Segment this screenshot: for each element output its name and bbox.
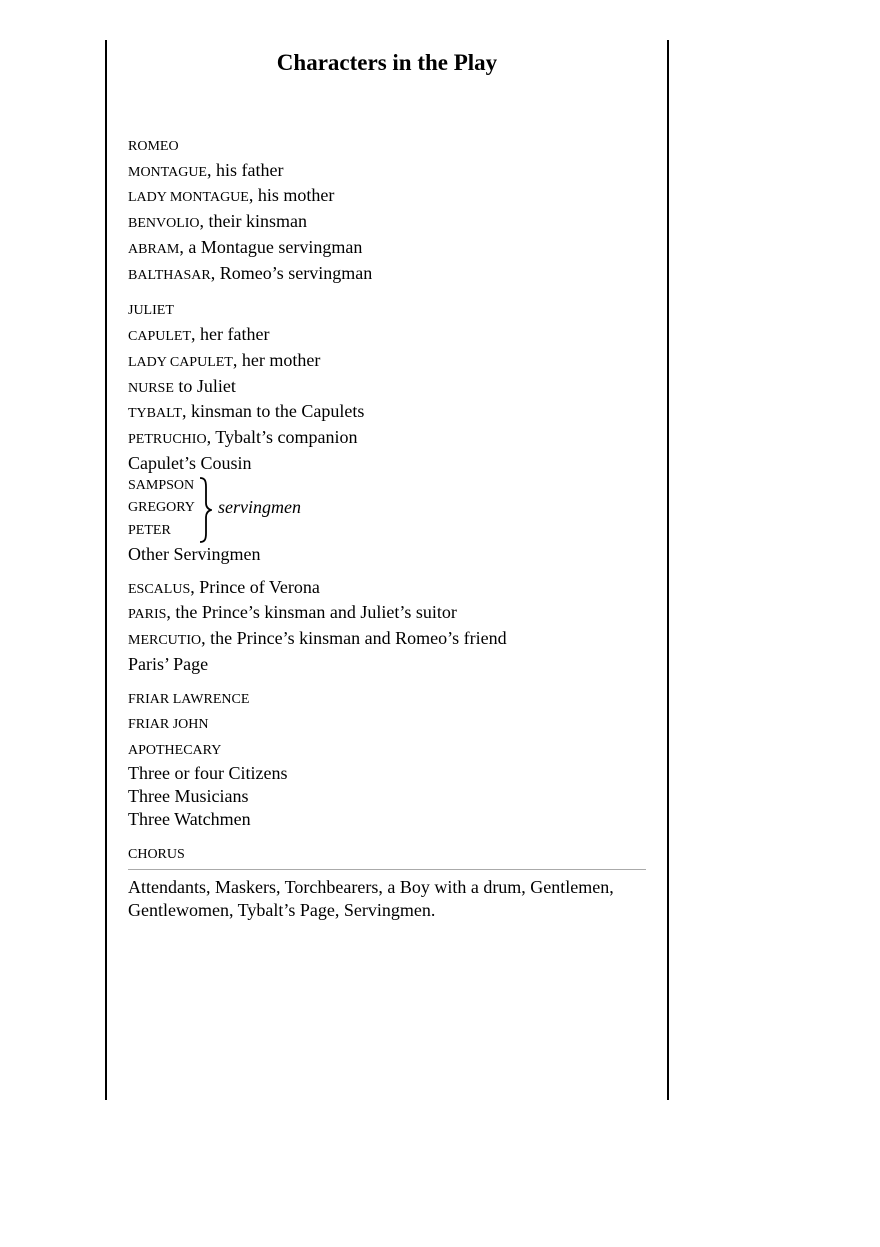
servingmen-group [128, 475, 648, 543]
character-line: BENVOLIO, their kinsman [128, 211, 308, 232]
character-line: ROMEO [128, 139, 179, 154]
character-line: LADY MONTAGUE, his mother [128, 185, 335, 206]
character-line: MERCUTIO, the Prince’s kinsman and Romeo’s friend [128, 628, 507, 649]
character-line: FRIAR JOHN [128, 717, 209, 733]
character-name: GREGORY [128, 500, 195, 516]
right-margin-rule [667, 40, 669, 1100]
left-margin-rule [105, 40, 107, 1100]
character-name: PETER [128, 522, 171, 538]
character-line: MONTAGUE, his father [128, 159, 284, 180]
attendants-line: Gentlewomen, Tybalt’s Page, Servingmen. [128, 899, 436, 920]
character-line: Paris’ Page [128, 653, 209, 674]
character-line: Three Musicians [128, 786, 249, 807]
group-gap [128, 866, 648, 876]
character-line: Capulet’s Cousin [128, 452, 252, 473]
character-line: ABRAM, a Montague servingman [128, 236, 363, 257]
group-gap [128, 287, 648, 297]
character-line: Other Servingmen [128, 543, 261, 564]
bottom-divider [128, 869, 646, 870]
character-line: LADY CAPULET, her mother [128, 349, 321, 370]
character-line: CHORUS [128, 846, 185, 862]
group-gap [128, 676, 648, 686]
attendants-line: Attendants, Maskers, Torchbearers, a Boy with a drum, Gentlemen, [128, 877, 614, 898]
character-line: TYBALT, kinsman to the Capulets [128, 401, 365, 422]
character-line: PARIS, the Prince’s kinsman and Juliet’s suitor [128, 602, 457, 623]
character-line: NURSE to Juliet [128, 375, 236, 396]
character-line: BALTHASAR, Romeo’s servingman [128, 262, 373, 283]
curly-brace-icon [198, 477, 212, 543]
character-line: Three Watchmen [128, 808, 251, 829]
character-line: Three or four Citizens [128, 763, 288, 784]
character-line: APOTHECARY [128, 742, 222, 758]
group-gap [128, 831, 648, 841]
character-line: FRIAR LAWRENCE [128, 691, 250, 707]
character-list [128, 133, 648, 921]
page-title: Characters in the Play [276, 50, 498, 75]
servingmen-names [128, 475, 195, 543]
character-line: JULIET [128, 303, 174, 319]
servingmen-label: servingmen [218, 496, 301, 517]
character-line: ESCALUS, Prince of Verona [128, 576, 320, 597]
character-line: PETRUCHIO, Tybalt’s companion [128, 427, 358, 448]
group-gap [128, 566, 648, 576]
character-name: SAMPSON [128, 477, 195, 493]
character-line: CAPULET, her father [128, 323, 270, 344]
